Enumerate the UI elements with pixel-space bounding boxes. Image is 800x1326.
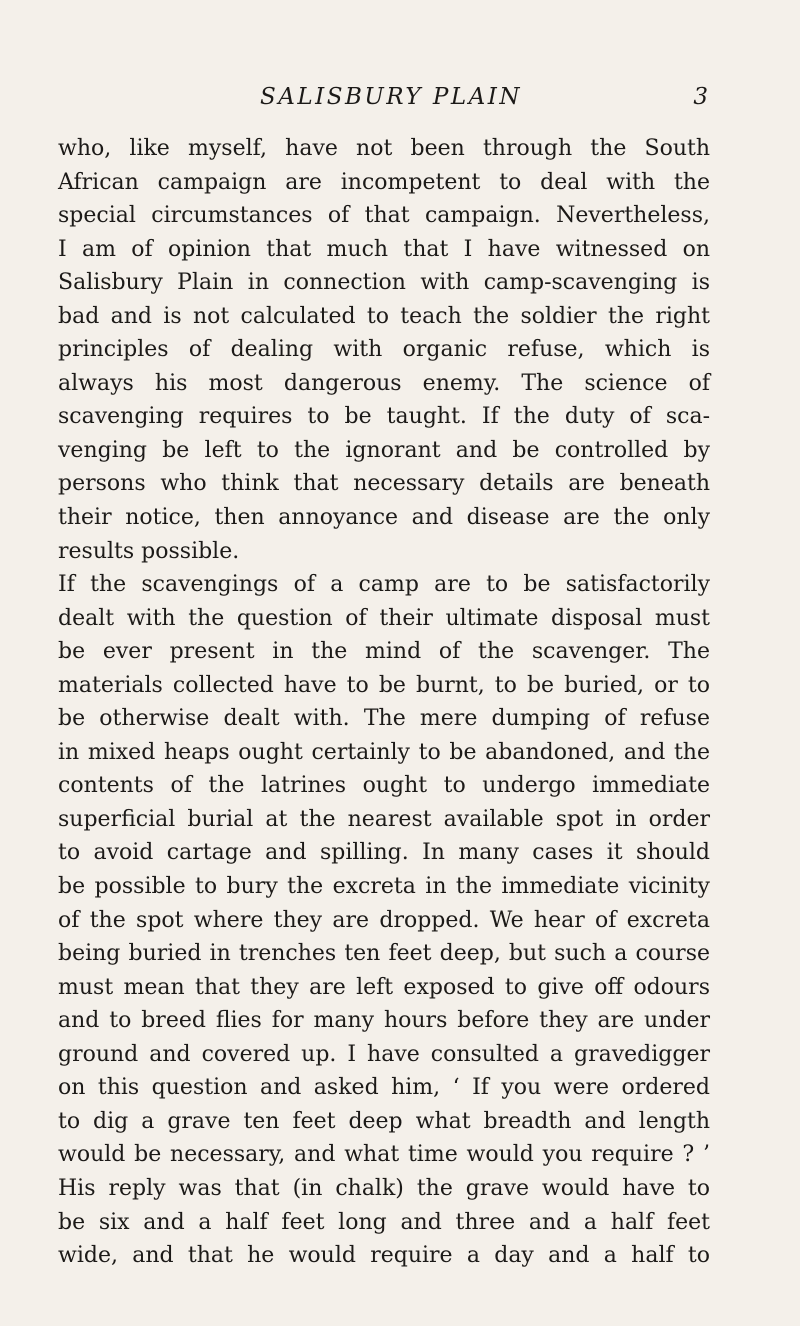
text-line: to dig a grave ten feet deep what breadth and length bbox=[58, 1108, 710, 1134]
text-line: being buried in trenches ten feet deep, but such a course bbox=[58, 941, 710, 967]
text-line: materials collected have to be burnt, to be buried, or to bbox=[58, 672, 710, 698]
text-line: must mean that they are left exposed to give off odours bbox=[58, 974, 710, 1000]
text-line: to avoid cartage and spilling. In many cases it should bbox=[58, 840, 710, 866]
text-line: venging be left to the ignorant and be controlled by bbox=[58, 437, 710, 463]
text-line: and to breed flies for many hours before they are under bbox=[58, 1008, 710, 1034]
text-line: be ever present in the mind of the scavenger. The bbox=[58, 639, 710, 665]
text-line: superficial burial at the nearest available spot in order bbox=[58, 806, 710, 832]
text-line: ground and covered up. I have consulted a gravedigger bbox=[58, 1041, 710, 1067]
text-line: principles of dealing with organic refuse, which is bbox=[58, 337, 710, 363]
text-line: Salisbury Plain in connection with camp-scavenging is bbox=[58, 270, 710, 296]
text-line: who, like myself, have not been through the South bbox=[58, 136, 710, 161]
text-line: I am of opinion that much that I have witnessed on bbox=[58, 236, 710, 262]
text-line: persons who think that necessary details are beneath bbox=[58, 471, 710, 497]
text-line: be six and a half feet long and three and a half feet bbox=[58, 1209, 710, 1235]
text-line: African campaign are incompetent to deal with the bbox=[58, 169, 710, 195]
text-line: in mixed heaps ought certainly to be abandoned, and the bbox=[58, 739, 710, 765]
text-line: contents of the latrines ought to undergo immediate bbox=[58, 773, 710, 799]
text-line: would be necessary, and what time would you require ? ’ bbox=[58, 1142, 710, 1168]
running-title: SALISBURY PLAIN bbox=[260, 84, 522, 110]
text-line: results possible. bbox=[58, 538, 240, 564]
text-line: be otherwise dealt with. The mere dumping of refuse bbox=[58, 706, 710, 732]
text-line: always his most dangerous enemy. The science of bbox=[58, 370, 710, 396]
text-line: bad and is not calculated to teach the soldier the right bbox=[58, 303, 710, 329]
text-line: on this question and asked him, ‘ If you were ordered bbox=[58, 1075, 710, 1101]
text-line: their notice, then annoyance and disease are the only bbox=[58, 505, 710, 531]
page-number: 3 bbox=[693, 84, 708, 110]
text-line: special circumstances of that campaign. Nevertheless, bbox=[58, 203, 710, 229]
text-line: His reply was that (in chalk) the grave would have to bbox=[58, 1175, 710, 1201]
text-line: wide, and that he would require a day and a half to bbox=[58, 1243, 710, 1269]
body-text bbox=[58, 132, 710, 1273]
text-line: of the spot where they are dropped. We hear of excreta bbox=[58, 907, 710, 933]
text-line: If the scavengings of a camp are to be satisfactorily bbox=[58, 572, 710, 598]
text-line: scavenging requires to be taught. If the duty of sca- bbox=[58, 404, 710, 430]
running-head bbox=[160, 84, 708, 114]
text-line: dealt with the question of their ultimate disposal must bbox=[58, 605, 710, 631]
text-line: be possible to bury the excreta in the immediate vicinity bbox=[58, 874, 710, 900]
